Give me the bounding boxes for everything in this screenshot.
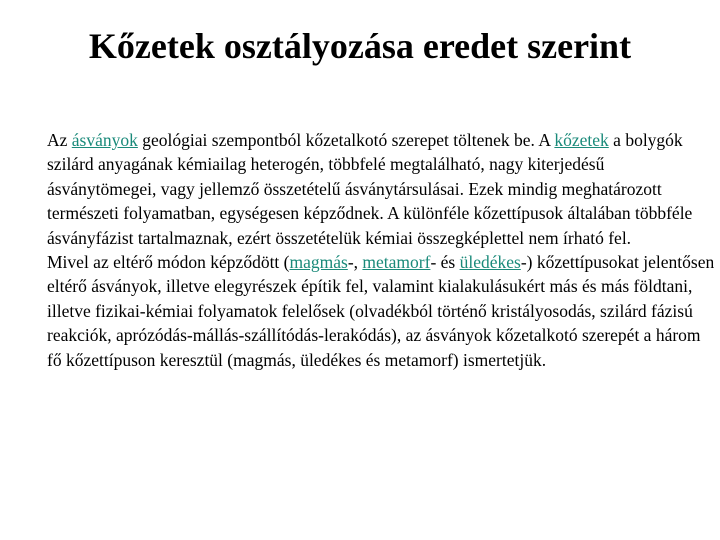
slide-title: Kőzetek osztályozása eredet szerint [88, 26, 632, 66]
link-magmas[interactable]: magmás [289, 252, 348, 273]
link-kozetek[interactable]: kőzetek [554, 130, 609, 150]
paragraph-types-text-2: -, [347, 252, 363, 273]
paragraph-types-text-3: - és [430, 252, 460, 273]
link-metamorf[interactable]: metamorf [362, 252, 431, 273]
slide-body [47, 128, 715, 372]
link-uledekes[interactable]: üledékes [459, 252, 521, 273]
paragraph-types-text-4: -) kőzettípusokat jelentősen eltérő ásványok, illetve elegyrészek építik fel, valamint kialakulásukért más és más földtani, illetve fizikai-kémiai folyamatok felelősek (olvadékból történő kristályosodás, szilárd fázisú reakciók, aprózódás-mállás-szállítódás-lerakódás), az ásványok kőzetalkotó szerepét a három fő kőzettípuson keresztül (magmás, üledékes és metamorf) ismertetjük. [47, 252, 715, 370]
link-asvanyok[interactable]: ásványok [71, 130, 138, 150]
paragraph-types [47, 250, 715, 372]
paragraph-intro-text-2: geológiai szempontból kőzetalkotó szerepet töltenek be. A [137, 130, 555, 150]
paragraph-types-text-1: Mivel az eltérő módon képződött ( [47, 252, 290, 273]
paragraph-intro-text-1: Az [47, 130, 72, 150]
paragraph-intro [47, 128, 715, 250]
paragraph-intro-text-3: a bolygók szilárd anyagának kémiailag heterogén, többfelé megtalálható, nagy kiterjedésű ásványtömegei, vagy jellemző összetételű ásványtársulásai. Ezek mindig meghatározott természeti folyamatban, egységesen képződnek. A különféle kőzettípusok általában többféle ásványfázist tartalmaznak, ezért összetételük kémiai összegképlettel nem írható fel. [47, 130, 693, 248]
